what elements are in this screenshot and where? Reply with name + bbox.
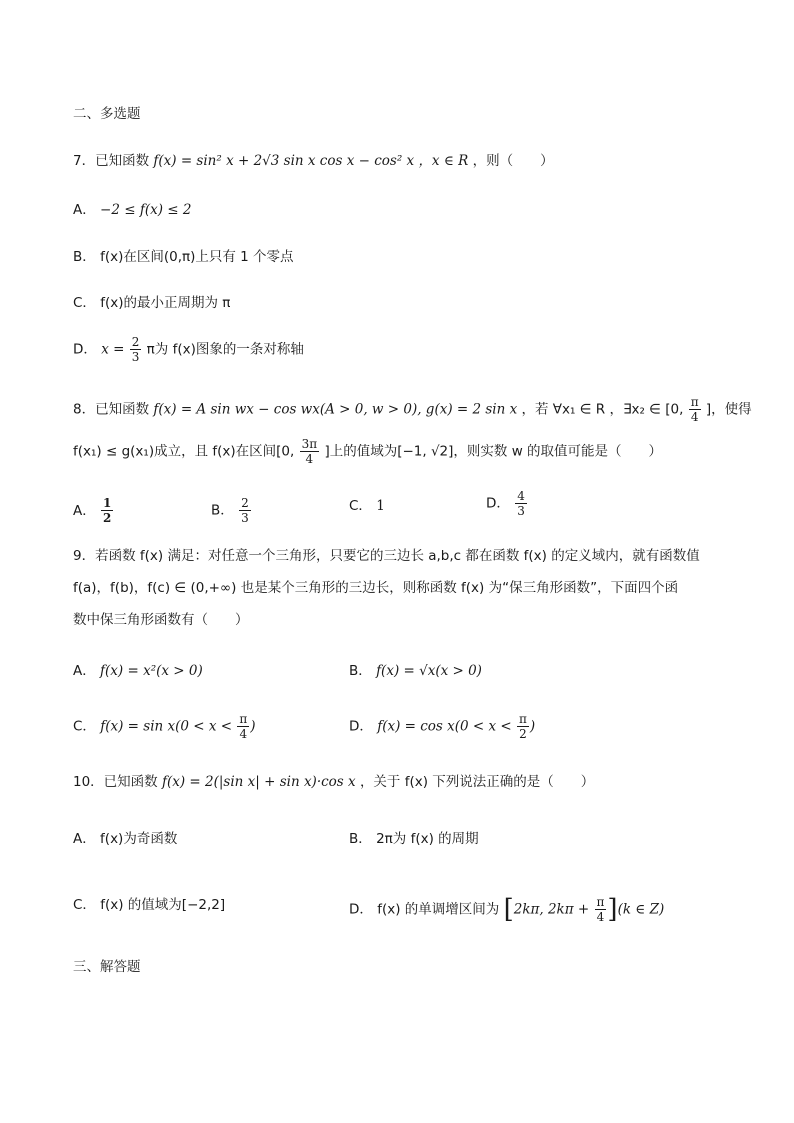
denominator: 3 (131, 350, 140, 364)
option-label: A． (73, 663, 96, 679)
option-label: A． (73, 831, 96, 847)
left-bracket-icon: [ (503, 894, 514, 925)
q8-option-c[interactable] (349, 496, 385, 516)
fraction (130, 335, 142, 364)
q9-option-a[interactable] (73, 661, 203, 681)
option-text: 2π为 f(x) 的周期 (376, 831, 479, 847)
q10-tail: ，关于 f(x) 下列说法正确的是（ ） (359, 774, 595, 790)
section-title-multi-choice: 二、多选题 (73, 106, 141, 122)
q8-cond: ，若 ∀x₁ ∈ R ，∃x₂ ∈ [0, (521, 401, 684, 418)
numerator: 2 (241, 496, 249, 510)
option-text-pre: f(x) = sin x(0 < x < (100, 718, 233, 735)
denominator: 4 (305, 452, 314, 466)
option-label: D． (349, 901, 373, 918)
denominator: 4 (596, 910, 605, 924)
q7-function: f(x) = sin² x + 2√3 sin x cos x − cos² x (153, 153, 415, 169)
q8-options-row (73, 489, 733, 525)
option-text-post: ) (529, 718, 536, 735)
option-label: B． (211, 502, 234, 519)
option-label: D． (349, 718, 373, 735)
fraction (689, 395, 701, 424)
fraction (237, 712, 249, 741)
denominator: 3 (517, 504, 525, 518)
question-9-stem-line1: 9．若函数 f(x) 满足：对任意一个三角形，只要它的三边长 a,b,c 都在函数 f(x) 的定义域内，就有函数值 (73, 548, 700, 564)
q8-option-a[interactable] (73, 496, 114, 525)
option-text-post: (k ∈ Z) (617, 901, 665, 918)
option-text-pre: x = (101, 341, 125, 358)
q8-option-d[interactable] (486, 489, 528, 518)
option-label: D． (486, 495, 510, 512)
option-text: f(x) = x²(x > 0) (100, 663, 203, 679)
question-8-stem-line2 (73, 437, 662, 466)
fraction (517, 712, 529, 741)
q7-domain: ，x ∈ R (418, 153, 469, 169)
fraction (239, 496, 251, 525)
q10-option-b[interactable] (349, 829, 479, 849)
numerator: 3π (301, 437, 318, 451)
option-text-post: π为 f(x)图象的一条对称轴 (146, 341, 304, 358)
q8-line2-a: f(x₁) ≤ g(x₁)成立，且 f(x)在区间[0, (73, 443, 295, 460)
numerator: π (519, 712, 527, 726)
option-text-pre: f(x) = cos x(0 < x < (377, 718, 512, 735)
q7-tail: ，则（ ） (472, 153, 554, 169)
interval-inner: 2kπ, 2kπ + (513, 901, 590, 918)
numerator: π (690, 395, 699, 409)
numerator: 2 (131, 335, 140, 349)
question-9-stem-line2: f(a)，f(b)，f(c) ∈ (0,+∞) 也是某个三角形的三边长，则称函数 f(x) 为“保三角形函数”，下面四个函 (73, 580, 679, 596)
q10-option-d[interactable] (349, 895, 664, 924)
question-9-stem-line3: 数中保三角形函数有（ ） (73, 612, 249, 628)
question-7-stem (73, 151, 554, 171)
option-text: f(x) = √x(x > 0) (376, 663, 482, 679)
option-text-pre: f(x) 的单调增区间为 (377, 901, 500, 918)
option-text: f(x)为奇函数 (100, 831, 178, 847)
q8-line2-b: ]上的值域为[−1, √2]，则实数 w 的取值可能是（ ） (324, 443, 663, 460)
q8-cond-end: ]，使得 (705, 401, 752, 418)
q10-option-a[interactable] (73, 829, 177, 849)
section-title-answer: 三、解答题 (73, 959, 141, 975)
q7-number: 7．已知函数 (73, 153, 150, 169)
q8-number: 8．已知函数 (73, 401, 150, 418)
q7-option-b[interactable] (73, 247, 294, 267)
q7-option-d[interactable] (73, 335, 304, 364)
denominator: 4 (239, 727, 248, 741)
fraction (300, 437, 320, 466)
option-label: B． (73, 249, 96, 265)
q7-option-c[interactable] (73, 293, 230, 313)
option-label: C． (73, 718, 96, 735)
q9-option-d[interactable] (349, 712, 535, 741)
fraction (595, 895, 607, 924)
option-label: A． (73, 502, 96, 519)
numerator: 1 (103, 496, 112, 510)
denominator: 2 (519, 727, 527, 741)
q10-function: f(x) = 2(|sin x| + sin x)·cos x (161, 774, 356, 790)
right-bracket-icon: ] (607, 894, 618, 925)
numerator: π (239, 712, 248, 726)
denominator: 3 (241, 511, 249, 525)
option-text-post: ) (250, 718, 256, 735)
denominator: 4 (690, 410, 699, 424)
option-label: A． (73, 202, 96, 218)
q8-function: f(x) = A sin wx − cos wx(A > 0, w > 0), g(x) = 2 sin x (153, 401, 518, 418)
option-text: 1 (376, 498, 385, 514)
option-text: −2 ≤ f(x) ≤ 2 (100, 202, 192, 218)
q9-option-b[interactable] (349, 661, 482, 681)
q10-option-c[interactable] (73, 895, 225, 915)
q9-option-c[interactable] (73, 712, 256, 741)
option-text: f(x)在区间(0,π)上只有 1 个零点 (100, 249, 294, 265)
option-text: f(x) 的值域为[−2,2] (100, 897, 226, 913)
option-label: B． (349, 831, 372, 847)
question-8-stem-line1 (73, 395, 752, 424)
q8-option-b[interactable] (211, 496, 252, 525)
numerator: 4 (517, 489, 525, 503)
option-label: C． (73, 295, 96, 311)
q10-number: 10．已知函数 (73, 774, 158, 790)
denominator: 2 (103, 511, 112, 525)
option-label: C． (73, 897, 96, 913)
option-label: D． (73, 341, 97, 358)
numerator: π (596, 895, 605, 909)
fraction (101, 496, 113, 525)
q7-option-a[interactable] (73, 200, 191, 220)
question-10-stem (73, 772, 594, 792)
option-text: f(x)的最小正周期为 π (100, 295, 231, 311)
option-label: B． (349, 663, 372, 679)
fraction (515, 489, 527, 518)
option-label: C． (349, 498, 372, 514)
